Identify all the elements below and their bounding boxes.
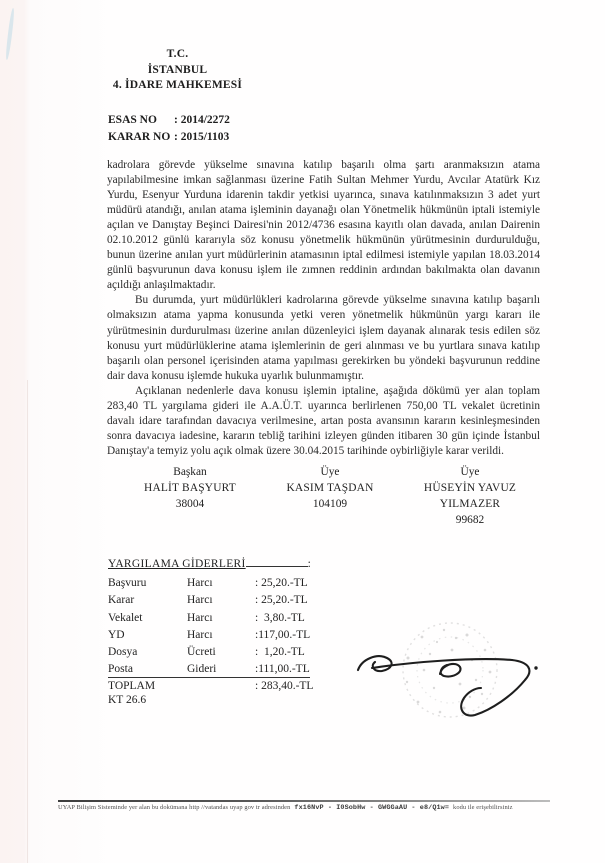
cost-item: TOPLAM (108, 680, 156, 693)
karar-no-value: : 2015/1103 (174, 130, 230, 143)
judge-title: Üye (320, 466, 340, 478)
table-row-posta (108, 661, 313, 678)
costs-title-colon: : (307, 558, 311, 570)
city-label: İSTANBUL (147, 63, 208, 76)
case-info (108, 112, 230, 145)
uyap-footer (58, 804, 558, 812)
cost-item: YD (108, 628, 125, 641)
cost-item: Karar (108, 594, 135, 607)
judge-reg-no: 38004 (175, 498, 205, 510)
footer-divider (58, 800, 550, 802)
litigation-costs-table (108, 556, 313, 695)
cost-item: Vekalet (108, 611, 143, 624)
paragraph-facts: kadrolara görevde yükselme sınavına katılıp başarılı olma şartı aranmaksızın atama yapılabilmesine imkan sağlanması üzerine Fatih Sultan Mehmer Yurdu, Avcılar Atatürk Kız Yurdu, Esenyur Yurduna idarenin takdir yetkisi uyarınca, sınava katılınmaksızın 3 adet yurt müdürü atandığı, anılan atama işleminin dayanağı olan Yönetmelik hükmünün iptali istemiyle açılan ve Danıştay Beşinci Dairesi'nin 2012/4736 esasına kayıtlı olan davada, anılan Dairenin 02.10.2012 günlü kararıyla söz konusu yönetmelik hükmünün yürütmesinin durdurulduğu, bunun üzerine anılan yurt müdürlerinin atamasının iptal edilmesi istemiyle yapılan 18.03.2014 günlü başvurunun dava konusu işlem ile zımnen reddinin ardından bakılmakta olan davanın açıldığı anlaşılmaktadır. (107, 159, 540, 292)
cost-amount: : 25,20.-TL (255, 577, 308, 590)
judge-title: Üye (460, 466, 480, 478)
cost-amount: :117,00.-TL (255, 628, 311, 641)
paragraph-reasoning: Bu durumda, yurt müdürlükleri kadrolarına görevde yükselme sınavına katılıp başarılı olmaksızın atama yapma konusunda yetki veren yönetmelik hükmünün yargı kararı ile yürütmesinin durdurulması üzerine anılan düzenleyici işlem dayanak alınarak tesis edilen söz konusu yurt müdürlüklerine atama işlemlerinin de geri alınması ve bu yurtlara sınava katılıp başarılı olan personel içerisinden atama yapılması gerekirken bu yöndeki başvurunun reddine dair dava konusu işlemde hukuka uyarlık bulunmamıştır. (107, 294, 540, 382)
cost-amount: : 1,20.-TL (255, 646, 305, 659)
esas-no-label: ESAS NO (108, 114, 157, 126)
judge-reg-no: 104109 (312, 498, 348, 510)
cost-amount: : 3,80.-TL (255, 611, 305, 624)
table-row (108, 644, 313, 661)
judge-name: HÜSEYİN YAVUZ (423, 482, 517, 494)
footer-suffix: kodu ile erişebilirsiniz (453, 804, 513, 811)
cost-kind (187, 678, 255, 695)
kt-note: KT 26.6 (108, 694, 147, 706)
cost-item: Posta (108, 661, 187, 678)
table-row (108, 627, 313, 644)
cost-kind: Harcı (187, 594, 213, 607)
judge-title: Başkan (173, 466, 207, 478)
court-stamp-and-signature (352, 602, 562, 742)
signature-block-member-1 (255, 464, 405, 512)
scan-edge-line (27, 380, 28, 863)
judge-reg-no: 99682 (455, 514, 485, 526)
decision-body (107, 158, 540, 459)
republic-label: T.C. (166, 48, 189, 60)
stamp-signature-graphic (352, 602, 562, 742)
costs-title: YARGILAMA GİDERLERİ (108, 558, 246, 570)
footer-access-code: fx16NvP - I0SobHw - GWGGaAU - e8/Q1w= (294, 804, 450, 812)
esas-no-value: : 2014/2272 (174, 114, 230, 126)
signature-block-member-2 (395, 464, 545, 528)
cost-kind: Ücreti (187, 646, 216, 659)
scan-artifact-mark (5, 8, 15, 60)
cost-amount: : 283,40.-TL (255, 680, 314, 693)
costs-title-underline-gap (246, 556, 308, 567)
karar-no-row (108, 129, 230, 146)
cost-kind: Gideri (187, 661, 255, 678)
table-row (108, 592, 313, 609)
handwritten-signature (358, 656, 538, 715)
cost-kind: Harcı (187, 577, 213, 590)
court-header (105, 47, 250, 94)
cost-amount: : 25,20.-TL (255, 594, 308, 607)
judge-name: HALİT BAŞYURT (144, 482, 236, 494)
cost-kind: Harcı (187, 628, 213, 641)
signature-block-president (100, 464, 280, 512)
judge-name: KASIM TAŞDAN (286, 482, 374, 494)
table-row-total (108, 678, 313, 695)
court-name: 4. İDARE MAHKEMESİ (112, 79, 243, 91)
paragraph-verdict: Açıklanan nedenlerle dava konusu işlemin iptaline, aşağıda dökümü yer alan toplam 283,40 TL yargılama gideri ile A.A.Ü.T. uyarınca berlirlenen 750,00 TL vekalet ücretinin davalı idare tarafından davacıya verilmesine, artan posta avansının kararın kesinleşmesinden sonra davacıya iadesine, kararın tebliğ tarihini izleyen günden itibaren 30 gün içinde İstanbul Danıştay'a temyiz yolu açık olmak üzere 30.04.2015 tarihinde oybirliğiyle karar verildi. (107, 384, 540, 457)
cost-kind: Harcı (187, 611, 213, 624)
cost-amount: :111,00.-TL (255, 661, 310, 678)
judge-name-line2: YILMAZER (439, 498, 501, 510)
cost-item: Dosya (108, 646, 138, 659)
table-row (108, 610, 313, 627)
esas-no-row (108, 112, 230, 129)
karar-no-label: KARAR NO (108, 130, 171, 143)
cost-item: Başvuru (108, 577, 147, 590)
table-row (108, 575, 313, 592)
footer-prefix: UYAP Bilişim Sisteminde yer alan bu dokümana http //vatandas uyap gov tr adresinden (58, 804, 291, 811)
court-stamp (403, 623, 497, 717)
costs-title-row (108, 556, 313, 573)
